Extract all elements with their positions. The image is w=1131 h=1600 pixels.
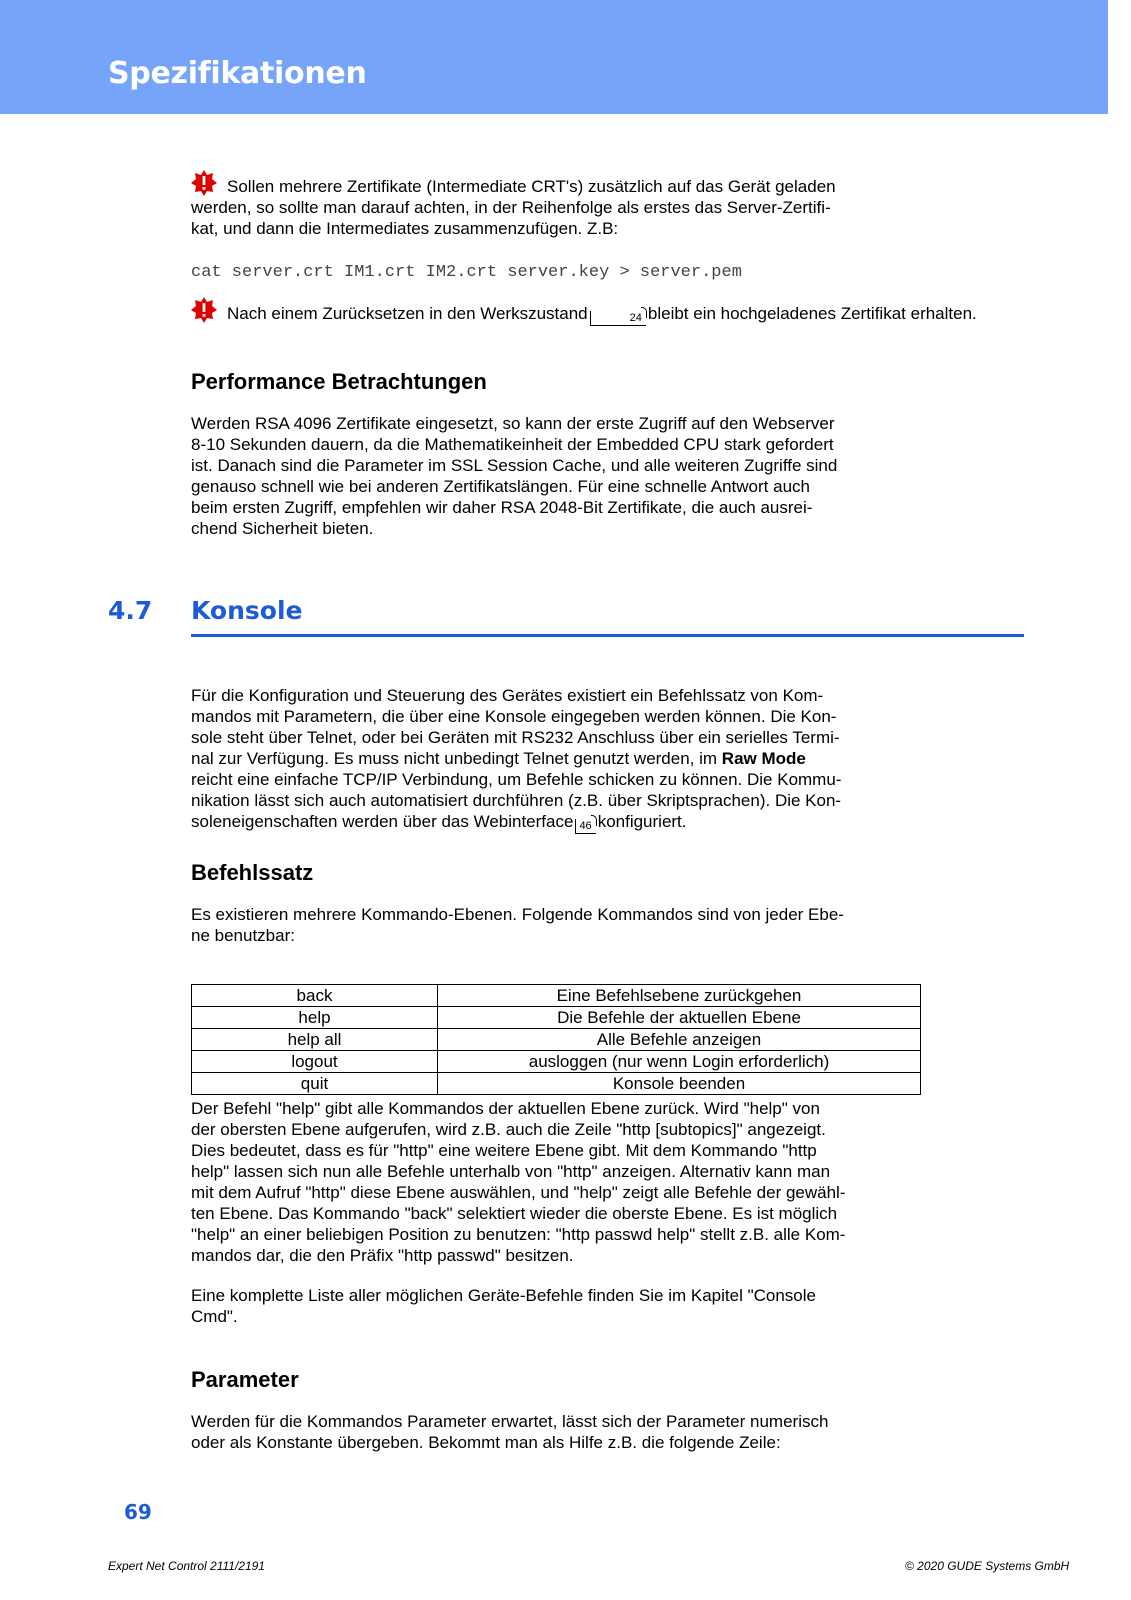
section-number: 4.7 — [108, 596, 153, 625]
note-line: werden, so sollte man darauf achten, in der Reihenfolge als erstes das Server-Zertifi- — [191, 198, 831, 217]
description-cell: Alle Befehle anzeigen — [438, 1029, 921, 1051]
text-line: Es existieren mehrere Kommando-Ebenen. Folgende Kommandos sind von jeder Ebe- — [191, 905, 844, 924]
description-cell: Eine Befehlsebene zurückgehen — [438, 985, 921, 1007]
note-factory-reset — [191, 303, 977, 326]
text-line: genauso schnell wie bei anderen Zertifikatslängen. Für eine schnelle Antwort auch — [191, 477, 810, 496]
page-reference-link[interactable]: 46 — [575, 819, 595, 834]
text-line: sole steht über Telnet, oder bei Geräten mit RS232 Anschluss über ein serielles Termi- — [191, 728, 840, 747]
note-text: Nach einem Zurücksetzen in den Werkszustand — [227, 304, 588, 323]
description-cell: ausloggen (nur wenn Login erforderlich) — [438, 1051, 921, 1073]
heading-parameter: Parameter — [191, 1367, 299, 1392]
text-line: nal zur Verfügung. Es muss nicht unbedingt Telnet genutzt werden, im — [191, 749, 718, 768]
befehlssatz-paragraph — [191, 904, 1021, 946]
text-line: nikation lässt sich auch automatisiert durchführen (z.B. über Skriptsprachen). Die Kon- — [191, 791, 842, 810]
table-row — [192, 1073, 921, 1095]
warning-burst-icon — [191, 297, 217, 328]
command-table — [191, 984, 921, 1095]
help-explanation-paragraph — [191, 1098, 1021, 1266]
page-reference-link[interactable]: 24 — [590, 311, 646, 326]
command-cell: help — [192, 1007, 438, 1029]
footer-product-name: Expert Net Control 2111/2191 — [108, 1559, 265, 1573]
konsole-intro-paragraph — [191, 685, 1021, 834]
section-title: Konsole — [191, 596, 303, 625]
text-line: Für die Konfiguration und Steuerung des Gerätes existiert ein Befehlssatz von Kom- — [191, 686, 824, 705]
text-line: beim ersten Zugriff, empfehlen wir daher RSA 2048-Bit Zertifikate, die auch ausrei- — [191, 498, 813, 517]
text-line: ten Ebene. Das Kommando "back" selektiert wieder die oberste Ebene. Es ist möglich — [191, 1204, 838, 1223]
note-line: kat, und dann die Intermediates zusammenzufügen. Z.B: — [191, 219, 619, 238]
heading-performance: Performance Betrachtungen — [191, 369, 487, 394]
text-line: soleneigenschaften werden über das Webinterface — [191, 812, 574, 831]
table-row — [192, 1007, 921, 1029]
command-cell: back — [192, 985, 438, 1007]
text-line: ne benutzbar: — [191, 926, 295, 945]
description-cell: Die Befehle der aktuellen Ebene — [438, 1007, 921, 1029]
text-line: Werden RSA 4096 Zertifikate eingesetzt, so kann der erste Zugriff auf den Webserver — [191, 414, 835, 433]
table-row — [192, 985, 921, 1007]
text-line: help" lassen sich nun alle Befehle unterhalb von "http" anzeigen. Alternativ kann man — [191, 1162, 831, 1181]
text-line: der obersten Ebene aufgerufen, wird z.B. auch die Zeile "http [subtopics]" angezeigt. — [191, 1120, 826, 1139]
command-list-paragraph — [191, 1285, 1021, 1327]
text-line: mit dem Aufruf "http" diese Ebene auswählen, und "help" zeigt alle Befehle der gewähl- — [191, 1183, 846, 1202]
code-example: cat server.crt IM1.crt IM2.crt server.key > server.pem — [191, 263, 742, 282]
text-line: 8-10 Sekunden dauern, da die Mathematikeinheit der Embedded CPU stark gefordert — [191, 435, 834, 454]
performance-paragraph — [191, 413, 1021, 539]
text-line: mandos dar, die den Präfix "http passwd" besitzen. — [191, 1246, 574, 1265]
text-line: reicht eine einfache TCP/IP Verbindung, um Befehle schicken zu können. Die Kommu- — [191, 770, 842, 789]
table-row — [192, 1051, 921, 1073]
table-row — [192, 1029, 921, 1051]
page-number: 69 — [124, 1500, 152, 1524]
text-line: "help" an einer beliebigen Position zu benutzen: "http passwd help" stellt z.B. alle Kom- — [191, 1225, 846, 1244]
text-line: ist. Danach sind die Parameter im SSL Session Cache, und alle weiteren Zugriffe sind — [191, 456, 838, 475]
text-line: konfiguriert. — [597, 812, 687, 831]
description-cell: Konsole beenden — [438, 1073, 921, 1095]
text-line: chend Sicherheit bieten. — [191, 519, 374, 538]
command-cell: help all — [192, 1029, 438, 1051]
text-line: Dies bedeutet, dass es für "http" eine weitere Ebene gibt. Mit dem Kommando "http — [191, 1141, 817, 1160]
text-line: Der Befehl "help" gibt alle Kommandos der aktuellen Ebene zurück. Wird "help" von — [191, 1099, 820, 1118]
footer-copyright: © 2020 GUDE Systems GmbH — [905, 1559, 1070, 1573]
page-header-title: Spezifikationen — [108, 56, 367, 91]
command-cell: quit — [192, 1073, 438, 1095]
warning-burst-icon — [191, 170, 217, 201]
parameter-paragraph — [191, 1411, 1021, 1453]
text-line: Werden für die Kommandos Parameter erwartet, lässt sich der Parameter numerisch — [191, 1412, 829, 1431]
heading-befehlssatz: Befehlssatz — [191, 860, 314, 885]
text-line: Eine komplette Liste aller möglichen Geräte-Befehle finden Sie im Kapitel "Console — [191, 1286, 816, 1305]
text-line: mandos mit Parametern, die über eine Konsole eingegeben werden können. Die Kon- — [191, 707, 837, 726]
text-line: Cmd". — [191, 1307, 238, 1326]
note-intermediate-certs — [191, 176, 836, 239]
section-divider — [191, 634, 1024, 637]
note-line: Sollen mehrere Zertifikate (Intermediate CRT's) zusätzlich auf das Gerät geladen — [227, 177, 836, 196]
command-cell: logout — [192, 1051, 438, 1073]
note-text: bleibt ein hochgeladenes Zertifikat erhalten. — [647, 304, 977, 323]
raw-mode-term: Raw Mode — [721, 749, 806, 768]
text-line: oder als Konstante übergeben. Bekommt man als Hilfe z.B. die folgende Zeile: — [191, 1433, 781, 1452]
